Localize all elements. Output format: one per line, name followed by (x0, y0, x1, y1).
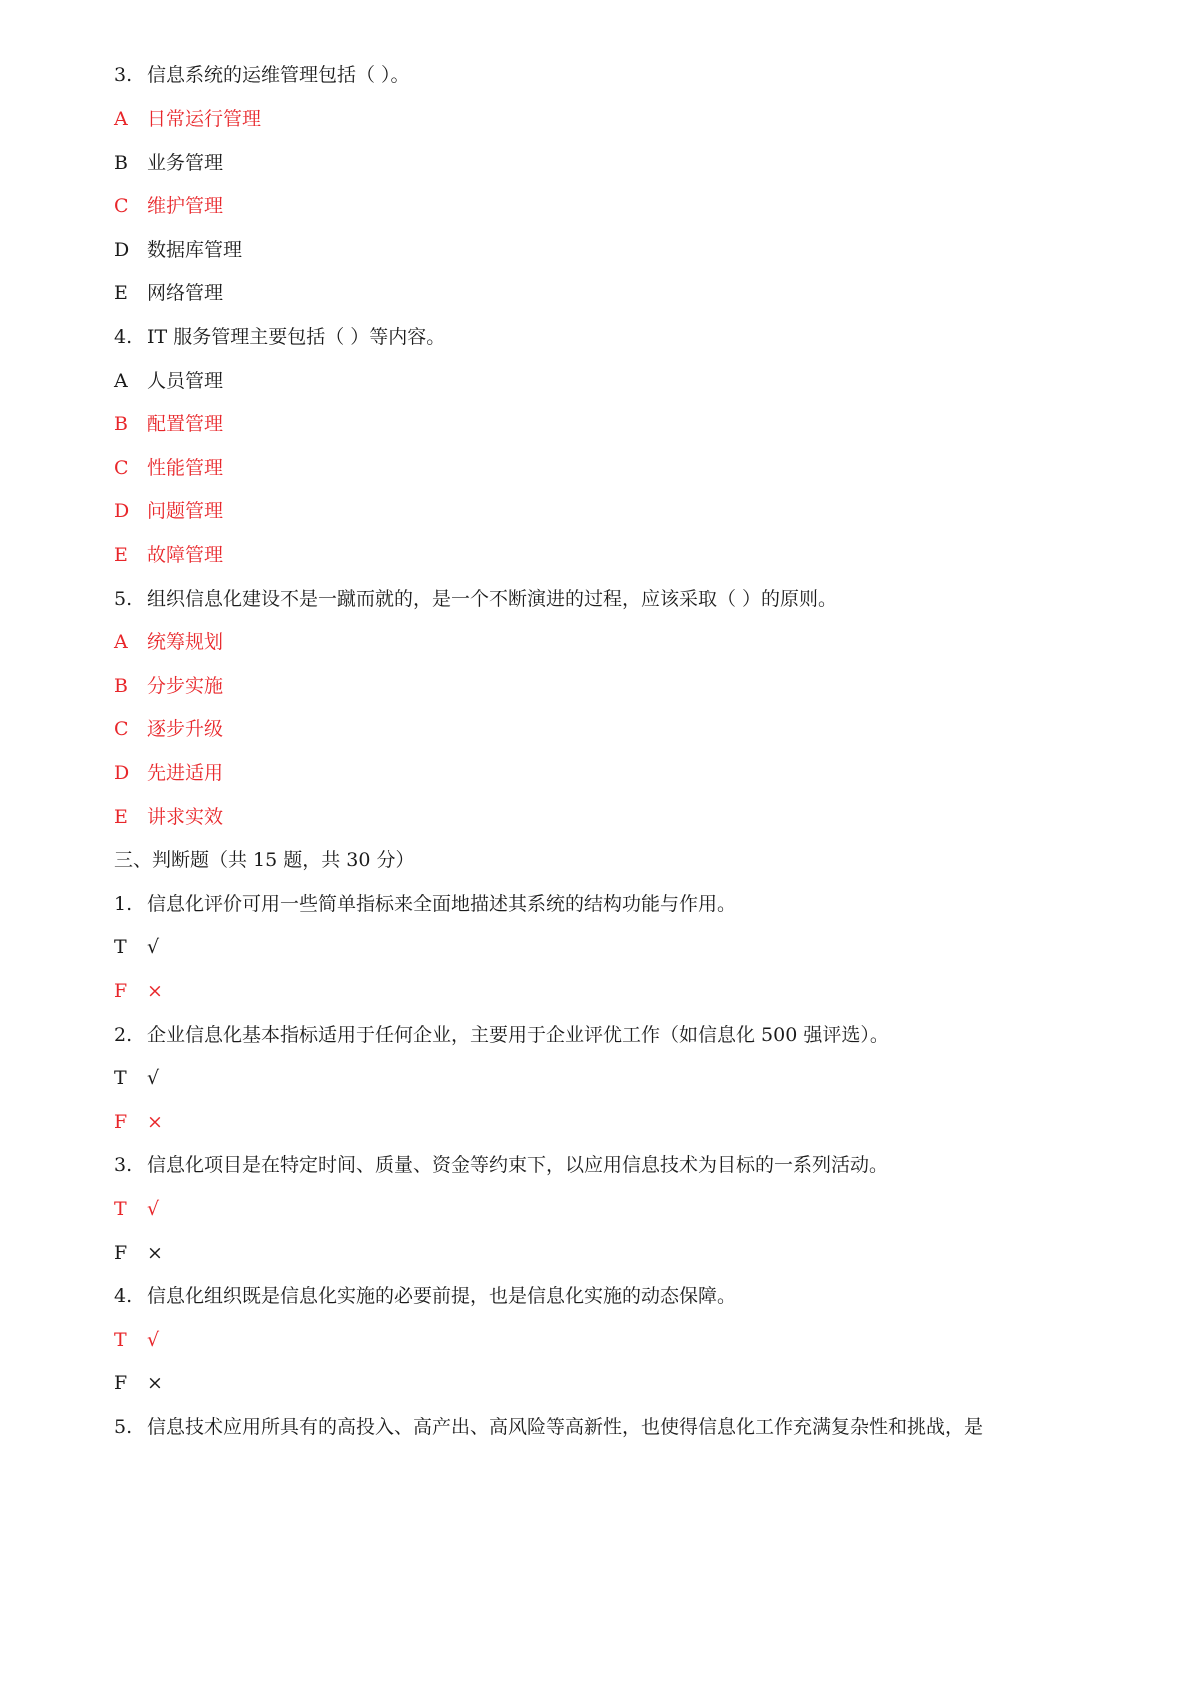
option-text: 业务管理 (147, 152, 224, 174)
tf-question-2 (114, 1020, 889, 1050)
tf-4-option-false (114, 1368, 163, 1398)
option-text: 分步实施 (147, 675, 224, 697)
cross-mark-icon: × (147, 1242, 163, 1264)
tf-4-option-true (114, 1325, 159, 1355)
question-number: 5. (114, 1416, 133, 1438)
option-letter: B (114, 152, 128, 174)
tf-question-4 (114, 1281, 736, 1311)
tf-question-5 (114, 1412, 983, 1442)
option-text: 问题管理 (147, 500, 224, 522)
option-letter: C (114, 718, 129, 740)
option-letter: C (114, 457, 129, 479)
tf-1-option-false (114, 976, 163, 1006)
question-text: IT 服务管理主要包括（ ）等内容。 (147, 326, 446, 348)
option-letter: A (114, 108, 128, 130)
option-e-fault-management (114, 540, 223, 570)
tf-3-option-true (114, 1194, 159, 1224)
check-mark-icon: √ (147, 1067, 160, 1089)
option-letter: A (114, 370, 128, 392)
option-d-database-management (114, 235, 242, 265)
option-text: 讲求实效 (147, 806, 224, 828)
option-b-business-management (114, 148, 223, 178)
option-letter: E (114, 282, 128, 304)
question-3-runtime-management (114, 60, 410, 90)
question-number: 4. (114, 1285, 133, 1307)
check-mark-icon: √ (147, 936, 160, 958)
option-letter: B (114, 413, 128, 435)
option-text: 故障管理 (147, 544, 224, 566)
tf-question-1 (114, 889, 736, 919)
option-letter: C (114, 195, 129, 217)
option-d-problem-management (114, 496, 223, 526)
option-letter: F (114, 1242, 128, 1264)
option-letter: F (114, 1111, 128, 1133)
option-letter: D (114, 500, 130, 522)
tf-2-option-false (114, 1107, 163, 1137)
option-c-gradual-upgrade (114, 714, 223, 744)
option-text: 数据库管理 (147, 239, 243, 261)
option-text: 统筹规划 (147, 631, 224, 653)
option-b-step-by-step (114, 671, 223, 701)
option-letter: D (114, 762, 130, 784)
option-a-personnel-management (114, 366, 223, 396)
option-text: 网络管理 (147, 282, 224, 304)
question-number: 4. (114, 326, 133, 348)
question-text: 组织信息化建设不是一蹴而就的，是一个不断演进的过程，应该采取（ ）的原则。 (147, 588, 838, 610)
option-letter: F (114, 1372, 128, 1394)
question-number: 2. (114, 1024, 133, 1046)
check-mark-icon: √ (147, 1329, 160, 1351)
tf-2-option-true (114, 1063, 159, 1093)
option-text: 日常运行管理 (147, 108, 262, 130)
option-c-maintenance-management (114, 191, 223, 221)
option-e-network-management (114, 278, 223, 308)
option-letter: B (114, 675, 128, 697)
option-b-configuration-management (114, 409, 223, 439)
heading-text: 三、判断题（共 15 题，共 30 分） (114, 849, 415, 871)
tf-3-option-false (114, 1238, 163, 1268)
option-letter: T (114, 1198, 127, 1220)
option-c-performance-management (114, 453, 223, 483)
question-text: 信息化评价可用一些简单指标来全面地描述其系统的结构功能与作用。 (147, 893, 737, 915)
option-d-advanced-applicable (114, 758, 223, 788)
option-letter: A (114, 631, 128, 653)
question-text: 信息化项目是在特定时间、质量、资金等约束下，以应用信息技术为目标的一系列活动。 (147, 1154, 889, 1176)
option-a-overall-planning (114, 627, 223, 657)
option-text: 先进适用 (147, 762, 224, 784)
option-letter: T (114, 1067, 127, 1089)
question-4-it-service-management (114, 322, 445, 352)
cross-mark-icon: × (147, 980, 163, 1002)
question-5-informatization-principles (114, 584, 837, 614)
option-text: 人员管理 (147, 370, 224, 392)
option-letter: E (114, 544, 128, 566)
option-text: 配置管理 (147, 413, 224, 435)
option-text: 逐步升级 (147, 718, 224, 740)
option-letter: F (114, 980, 128, 1002)
cross-mark-icon: × (147, 1111, 163, 1133)
tf-1-option-true (114, 932, 159, 962)
question-text: 信息技术应用所具有的高投入、高产出、高风险等高新性，也使得信息化工作充满复杂性和挑战，是 (147, 1416, 984, 1438)
option-a-daily-operation (114, 104, 261, 134)
option-text: 性能管理 (147, 457, 224, 479)
question-number: 1. (114, 893, 133, 915)
option-letter: D (114, 239, 130, 261)
question-number: 3. (114, 64, 133, 86)
section-heading-true-false (114, 845, 415, 875)
check-mark-icon: √ (147, 1198, 160, 1220)
option-e-practical-results (114, 802, 223, 832)
option-letter: T (114, 936, 127, 958)
question-text: 信息化组织既是信息化实施的必要前提，也是信息化实施的动态保障。 (147, 1285, 737, 1307)
option-text: 维护管理 (147, 195, 224, 217)
option-letter: T (114, 1329, 127, 1351)
question-number: 3. (114, 1154, 133, 1176)
question-text: 企业信息化基本指标适用于任何企业，主要用于企业评优工作（如信息化 500 强评选）。 (147, 1024, 889, 1046)
option-letter: E (114, 806, 128, 828)
cross-mark-icon: × (147, 1372, 163, 1394)
question-number: 5. (114, 588, 133, 610)
question-text: 信息系统的运维管理包括（ ）。 (147, 64, 410, 86)
tf-question-3 (114, 1150, 888, 1180)
